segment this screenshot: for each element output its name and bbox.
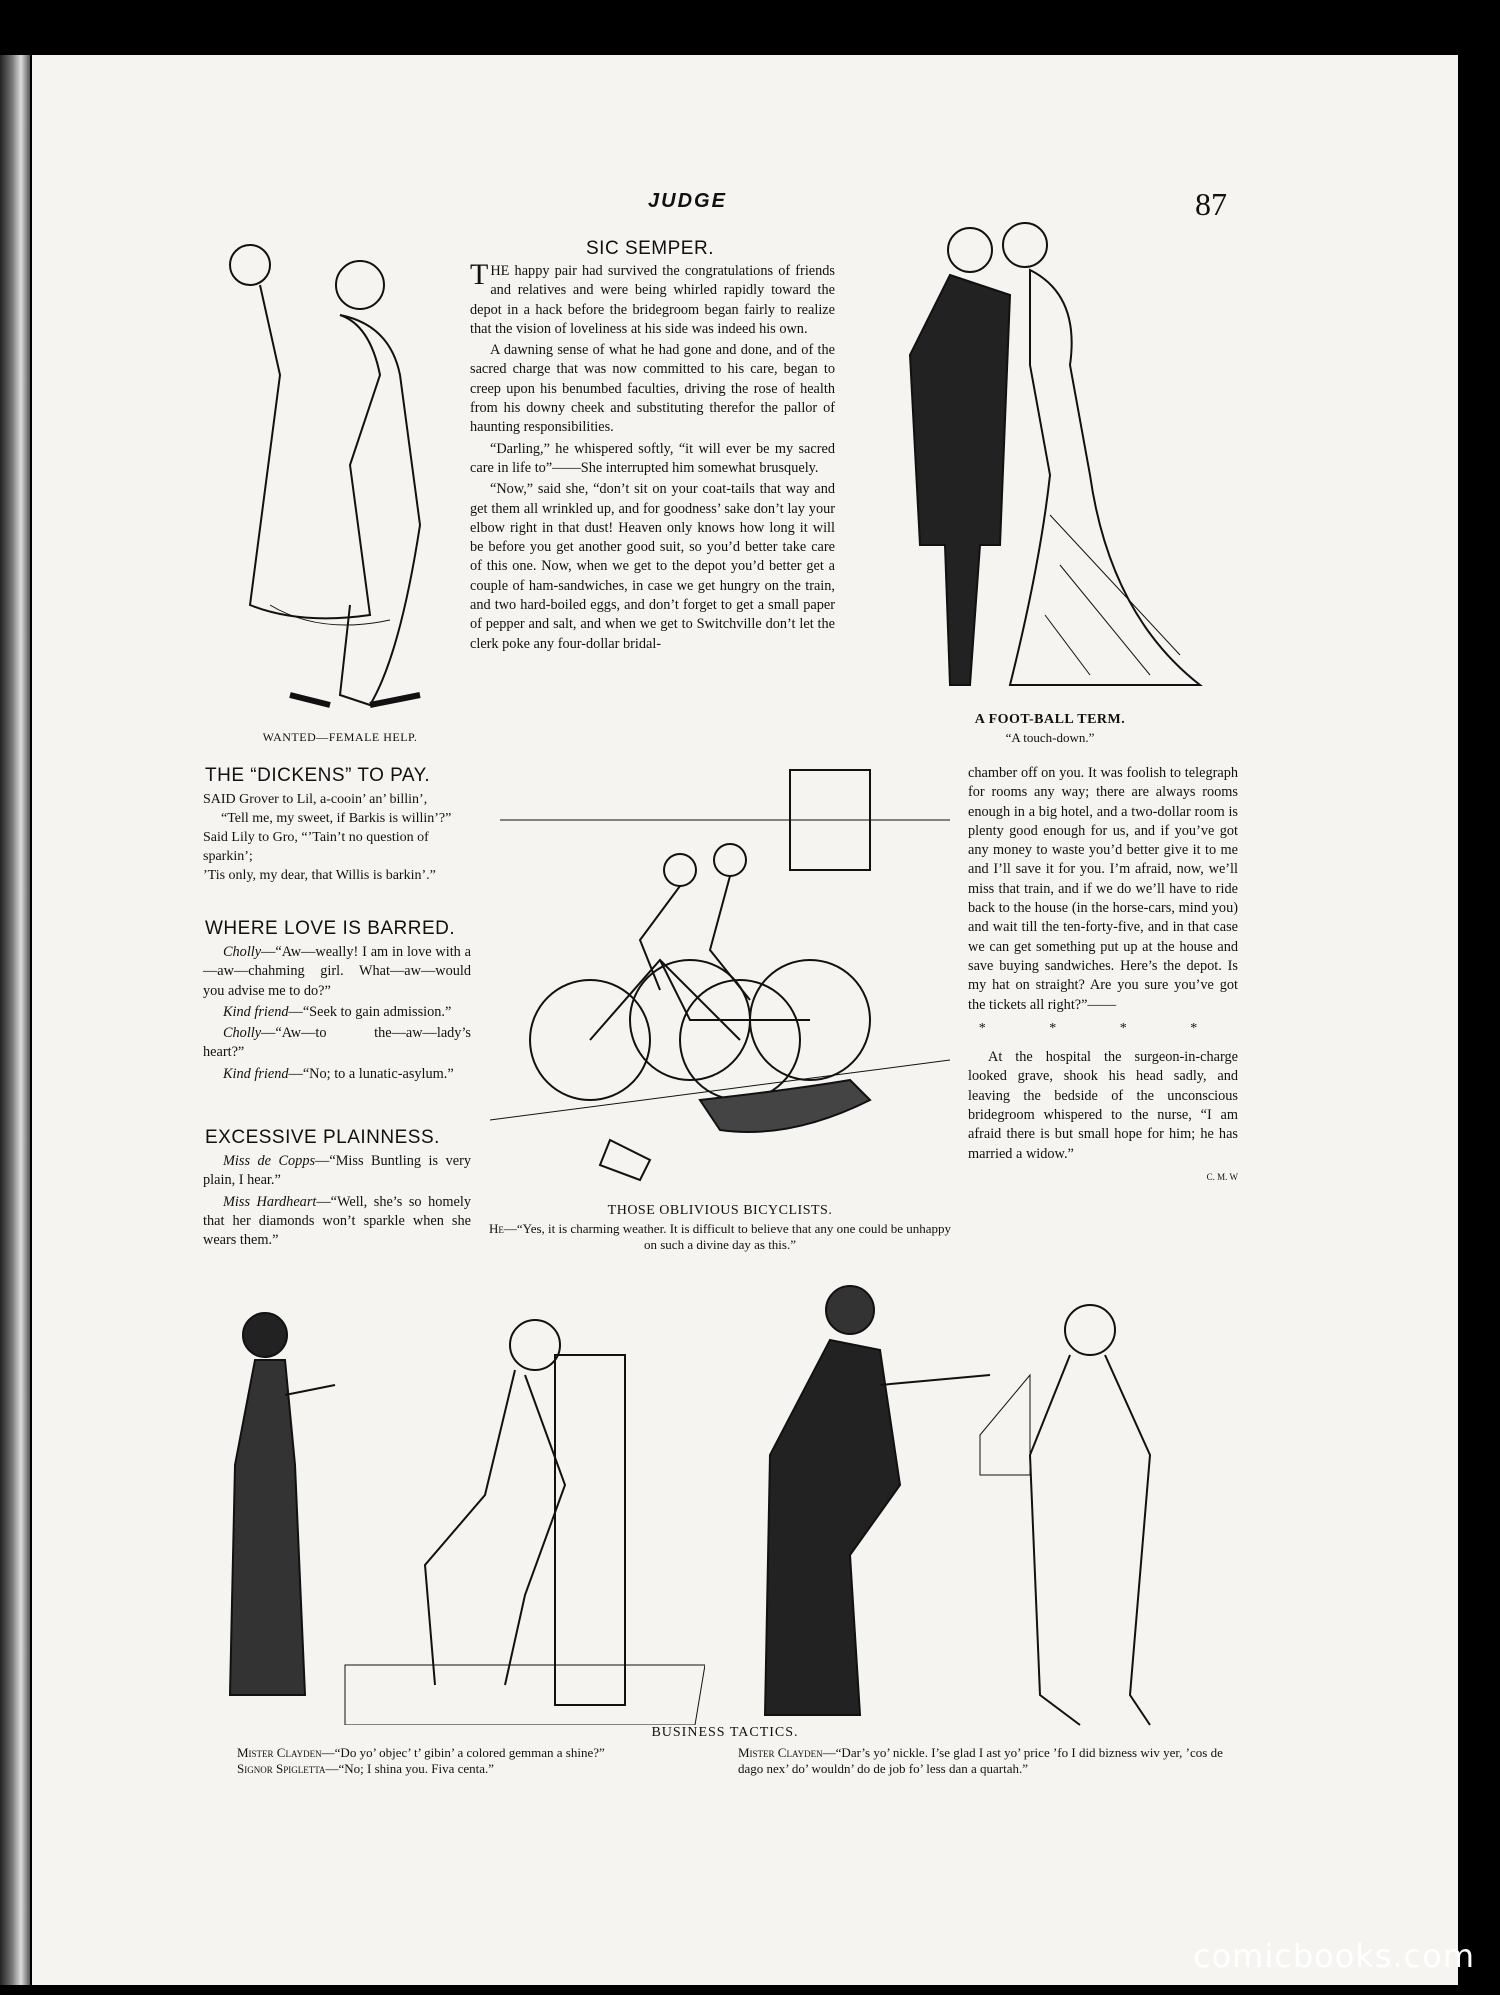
dickens-poem	[203, 790, 473, 885]
sic-para-5: chamber off on you. It was foolish to telegraph for rooms any way; there are always rooms enough in a big hotel, and a two-dollar room is plenty good enough for us, and if you’ve got any money to waste you’d better give it to me and I’ll save it for you. I’m afraid, now, we’ll miss that train, and if we do we’ll have to ride back to the house (in the horse-cars, mind you) and wait till the ten-forty-five, and in that case we can get something put up at the house and save buying sandwiches. Here’s the depot. Is my hat on straight? Are you sure you’ve got the tickets all right?”——	[968, 765, 1238, 1013]
poem-line: Said Lily to Gro, “’Tain’t no question of sparkin’;	[203, 830, 429, 864]
plainness-title: EXCESSIVE PLAINNESS.	[205, 1127, 440, 1148]
sic-para-2: A dawning sense of what he had gone and done, and of the sacred charge that was now committed to his care, began to creep upon his benumbed faculties, driving the rose of health from his downy cheek and substituting therefor the pallor of haunting responsibilities.	[470, 342, 835, 436]
speaker: Signor Spigletta	[237, 1761, 326, 1776]
bicyclists-caption: THOSE OBLIVIOUS BICYCLISTS.	[607, 1203, 833, 1218]
book-spine	[0, 55, 30, 1985]
wanted-caption: WANTED—FEMALE HELP.	[262, 730, 418, 744]
wanted-illustration	[220, 225, 460, 720]
plainness-text	[203, 1152, 471, 1252]
business-right-illustration	[750, 1255, 1250, 1730]
sic-para-3: “Darling,” he whispered softly, “it will ever be my sacred care in life to”——She interrupted him somewhat brusquely.	[470, 440, 835, 476]
sic-semper-column-2	[968, 764, 1238, 1187]
dialogue-line: —“Dar’s yo’ nickle. I’se glad I ast yo’ price ’fo I did bizness wiv yer, ’cos de dago nex’ do’ wouldn’ do de job fo’ less dan a quartah.”	[738, 1745, 1223, 1776]
bicyclists-illustration	[490, 760, 950, 1200]
section-break: * * * *	[978, 1020, 1228, 1036]
drop-cap: T	[470, 258, 489, 291]
dialogue-line: —“Seek to gain admission.”	[288, 1003, 452, 1020]
dialogue-line: —“Well, she’s so homely that her diamonds won’t sparkle when she wears them.”	[203, 1193, 471, 1249]
page-edge	[1458, 55, 1500, 1985]
dialogue-line: —“Aw—to the—aw—lady’s heart?”	[203, 1025, 471, 1061]
bicyclists-dialogue	[485, 1221, 955, 1253]
masthead: JUDGE	[648, 190, 727, 212]
poem-line: ’Tis only, my dear, that Willis is barkin’.”	[203, 868, 436, 883]
sic-para-4: “Now,” said she, “don’t sit on your coat-tails that way and get them all wrinkled up, and for goodness’ sake don’t lay your elbow right in that dust! Heaven only knows how long it will be before you get another good suit, so you’d better take care of this one. Now, when we get to the depot you’d better get a couple of ham-sandwiches, in case we get hungry on the train, and two hard-boiled eggs, and don’t forget to get a small paper of pepper and salt, and when we get to Switchville don’t let the clerk poke any four-dollar bridal-	[470, 481, 835, 652]
football-caption: A FOOT-BALL TERM.	[974, 712, 1126, 727]
sic-para-6: At the hospital the surgeon-in-charge looked grave, shook his head sadly, and leaving the bedside of the unconscious bridegroom whispered to the nurse, “I am afraid there is but small hope for him; he has married a widow.”	[968, 1049, 1238, 1162]
love-barred-text	[203, 943, 471, 1086]
sic-semper-column-1	[470, 258, 835, 656]
speaker: Cholly	[223, 1025, 262, 1042]
dialogue-line: —“Do yo’ objec’ t’ gibin’ a colored gemman a shine?”	[321, 1745, 605, 1760]
football-subcaption: “A touch-down.”	[1005, 730, 1095, 745]
speaker: Kind friend	[223, 1065, 289, 1082]
speaker: He	[488, 1221, 504, 1236]
poem-line: “Tell me, my sweet, if Barkis is willin’?”	[221, 811, 452, 826]
business-left-dialogue	[237, 1745, 707, 1777]
business-right-dialogue	[738, 1745, 1246, 1777]
page-number: 87	[1195, 186, 1227, 222]
speaker: Cholly	[223, 944, 262, 960]
dialogue-line: —“Yes, it is charming weather. It is difficult to believe that any one could be unhappy on such a divine day as this.”	[503, 1221, 952, 1252]
dialogue-line: —“No; to a lunatic-asylum.”	[288, 1065, 454, 1082]
dickens-title: THE “DICKENS” TO PAY.	[205, 765, 431, 786]
sic-para-1: HE happy pair had survived the congratulations of friends and relatives and were being whirled rapidly toward the depot in a hack before the bridegroom began fairly to realize that the vision of loveliness at his side was indeed his own.	[470, 263, 835, 337]
watermark: comicbooks.com	[1192, 1937, 1475, 1975]
speaker: Mister Clayden	[738, 1745, 823, 1760]
speaker: Miss Hardheart	[223, 1193, 317, 1210]
football-illustration	[850, 215, 1240, 705]
love-barred-title: WHERE LOVE IS BARRED.	[205, 918, 456, 939]
business-left-illustration	[225, 1265, 705, 1725]
sic-semper-title: SIC SEMPER.	[586, 238, 714, 259]
speaker: Kind friend	[223, 1003, 289, 1020]
dialogue-line: —“No; I shina you. Fiva centa.”	[325, 1761, 495, 1776]
dialogue-line: —“Miss Buntling is very plain, I hear.”	[203, 1153, 471, 1189]
speaker: Miss de Copps	[223, 1153, 316, 1169]
signature: C. M. W	[1206, 1171, 1238, 1182]
speaker: Mister Clayden	[237, 1745, 322, 1760]
business-title: BUSINESS TACTICS.	[651, 1725, 799, 1740]
poem-line: SAID Grover to Lil, a-cooin’ an’ billin’,	[203, 792, 428, 807]
dialogue-line: —“Aw—weally! I am in love with a—aw—chahming girl. What—aw—would you advise me to do?”	[203, 944, 471, 999]
